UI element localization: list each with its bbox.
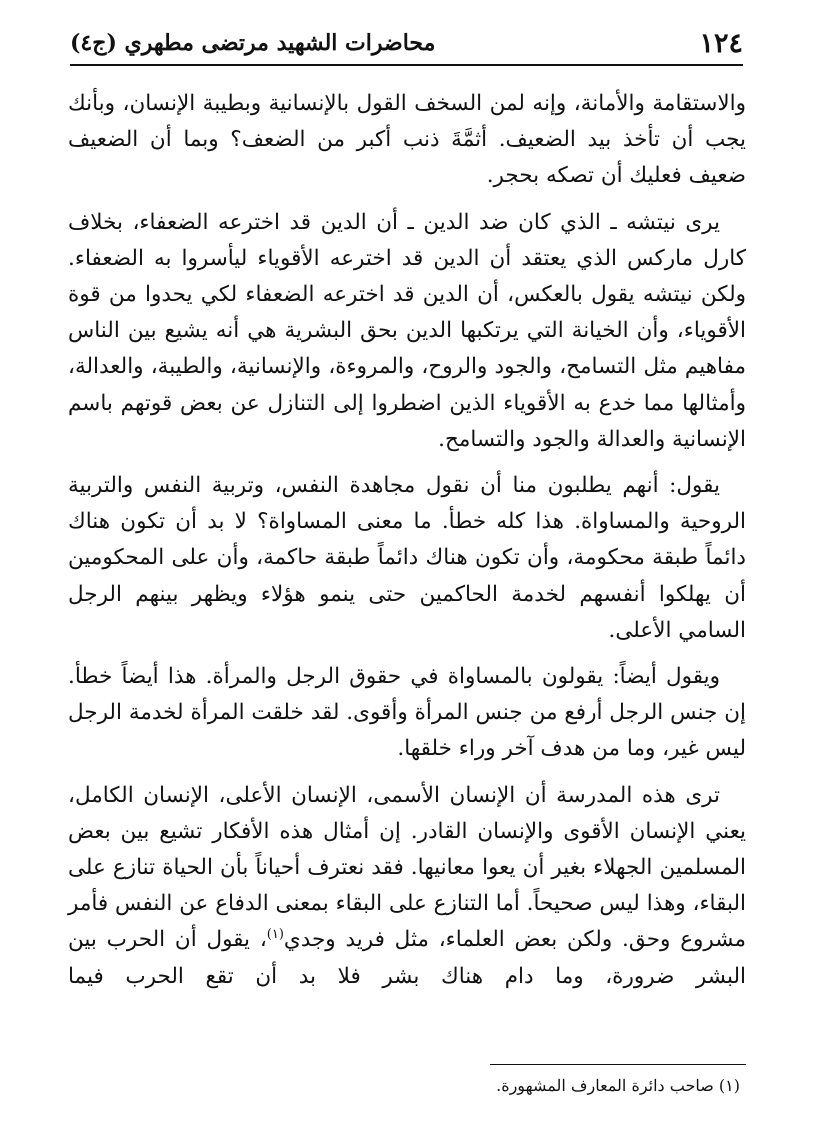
paragraph-5 [68,778,746,995]
running-title: محاضرات الشهيد مرتضى مطهري (ج٤) [70,30,436,56]
paragraph-1: والاستقامة والأمانة، وإنه لمن السخف القول بالإنسانية وبطيبة الإنسان، وبأنك يجب أن تأخذ بيد الضعيف. أثمَّةَ ذنب أكبر من الضعف؟ وبما أن الضعيف ضعيف فعليك أن تصكه بحجر. [68,91,746,189]
paragraph-5-text-before-ref: ترى هذه المدرسة أن الإنسان الأسمى، الإنسان الأعلى، الإنسان الكامل، يعني الإنسان الأقوى والإنسان القادر. إن أمثال هذه الأفكار تشيع بين بعض المسلمين الجهلاء بغير أن يعوا معانيها. فقد نعترف أحياناً بأن الحياة تنازع على البقاء، وهذا ليس صحيحاً. أما التنازع على البقاء بمعنى الدفاع عن النفس فأمر مشروع وحق. ولكن بعض العلماء، مثل فريد وجدي [68,782,746,953]
paragraph-2: يرى نيتشه ـ الذي كان ضد الدين ـ أن الدين قد اخترعه الضعفاء، بخلاف كارل ماركس الذي يعتقد أن الدين قد اخترعه الأقوياء ليأسروا به الضعفاء. ولكن نيتشه يقول بالعكس، أن الدين قد اخترعه الضعفاء لكي يحدوا من قوة الأقوياء، وأن الخيانة التي يرتكبها الدين بحق البشرية هي أنه يشيع بين الناس مفاهيم مثل التسامح، والجود والروح، والمروءة، والإنسانية، والطيبة، والعدالة، وأمثالها مما خدع به الأقوياء الذين اضطروا إلى التنازل عن بعض قوتهم باسم الإنسانية والعدالة والجود والتسامح. [68,209,746,452]
footnote-reference[interactable]: (١) [266,927,284,943]
page-number: ١٢٤ [699,27,743,59]
page-header [70,22,743,66]
footnote-divider [490,1064,746,1065]
footnote: (١) صاحب دائرة المعارف المشهورة. [496,1076,740,1095]
body-text [68,86,746,995]
paragraph-5-text-after-ref: ، يقول أن الحرب بين البشر ضرورة، وما دام هناك بشر فلا بد أن تقع الحرب فيما [68,927,746,989]
paragraph-3: يقول: أنهم يطلبون منا أن نقول مجاهدة النفس، وتربية النفس والتربية الروحية والمساواة. هذا كله خطأ. ما معنى المساواة؟ لا بد أن تكون هناك دائماً طبقة محكومة، وأن تكون هناك دائماً طبقة حاكمة، وأن على المحكومين أن يهلكوا أنفسهم لخدمة الحاكمين حتى ينمو هؤلاء ويظهر بينهم الرجل السامي الأعلى. [68,473,746,643]
paragraph-4: ويقول أيضاً: يقولون بالمساواة في حقوق الرجل والمرأة. هذا أيضاً خطأ. إن جنس الرجل أرفع من جنس المرأة وأقوى. لقد خلقت المرأة لخدمة الرجل ليس غير، وما من هدف آخر وراء خلقها. [68,664,746,762]
